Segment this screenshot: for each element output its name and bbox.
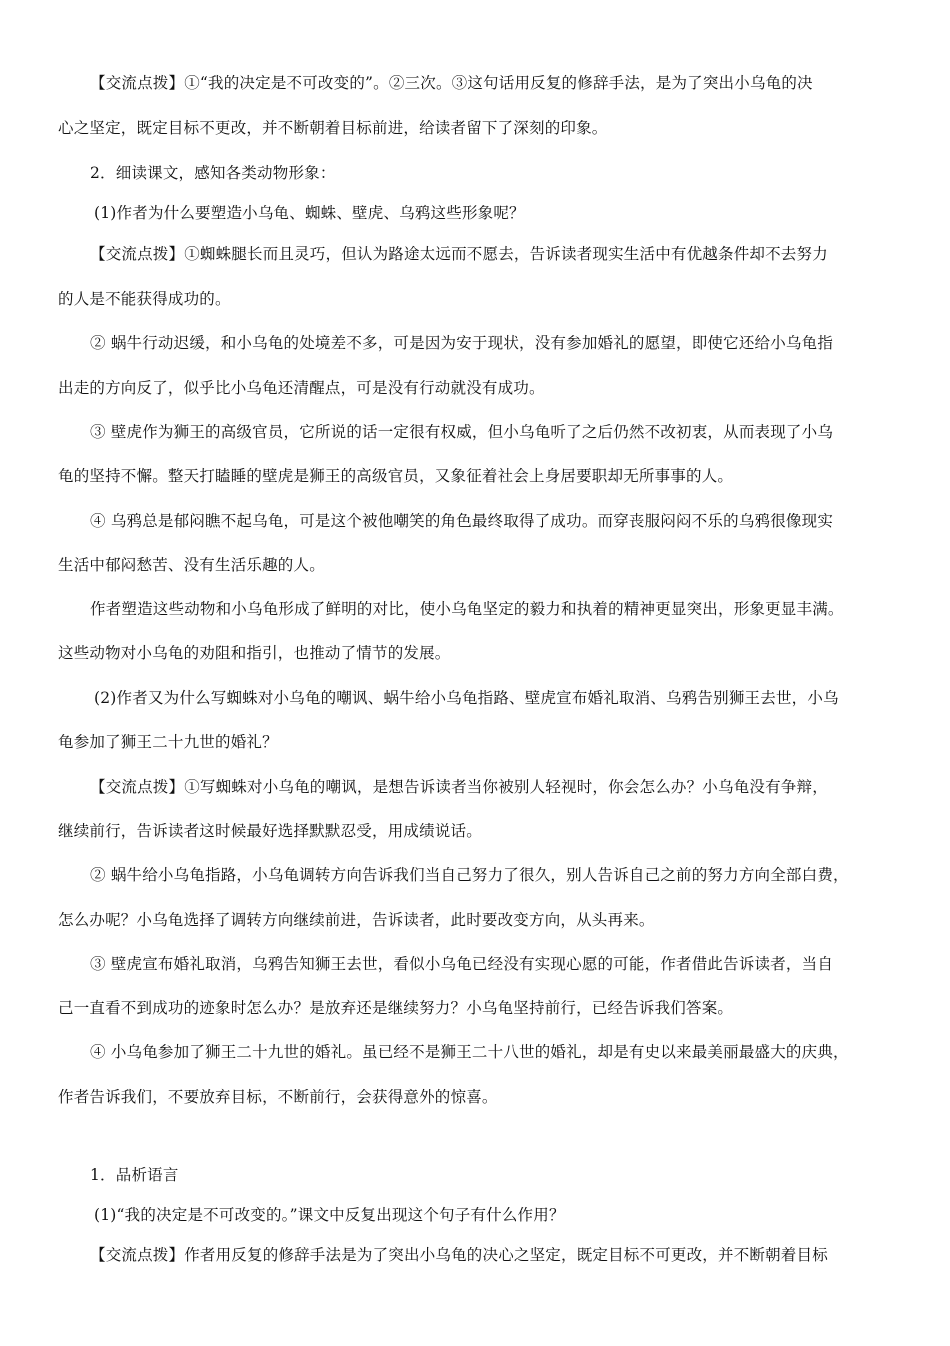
question-line: (1)“我的决定是不可改变的。”课文中反复出现这个句子有什么作用？ — [94, 1206, 565, 1224]
paragraph-line: ④ 小乌龟参加了狮王二十九世的婚礼。虽已经不是狮王二十八世的婚礼，却是有史以来最美丽最盛大的庆典， — [90, 1043, 849, 1061]
section-heading: 2．细读课文，感知各类动物形象： — [90, 164, 336, 182]
paragraph-line: ② 蜗牛给小乌龟指路，小乌龟调转方向告诉我们当自己努力了很久，别人告诉自己之前的努力方向全部白费， — [90, 866, 849, 884]
paragraph-line: 出走的方向反了，似乎比小乌龟还清醒点，可是没有行动就没有成功。 — [58, 379, 545, 397]
paragraph-line: 这些动物对小乌龟的劝阻和指引，也推动了情节的发展。 — [58, 644, 451, 662]
paragraph-line: 己一直看不到成功的迹象时怎么办？是放弃还是继续努力？小乌龟坚持前行，已经告诉我们答案。 — [58, 999, 734, 1017]
paragraph-line: ③ 壁虎作为狮王的高级官员，它所说的话一定很有权威，但小乌龟听了之后仍然不改初衷，从而表现了小乌 — [90, 423, 834, 441]
paragraph-line: ③ 壁虎宣布婚礼取消，乌鸦告知狮王去世，看似小乌龟已经没有实现心愿的可能，作者借此告诉读者，当自 — [90, 955, 834, 973]
paragraph-line: 怎么办呢？小乌龟选择了调转方向继续前进，告诉读者，此时要改变方向，从头再来。 — [58, 911, 655, 929]
paragraph-line: 的人是不能获得成功的。 — [58, 290, 231, 308]
paragraph-line: 【交流点拨】①写蜘蛛对小乌龟的嘲讽，是想告诉读者当你被别人轻视时，你会怎么办？小乌龟没有争辩， — [90, 778, 828, 796]
question-line: (2)作者又为什么写蜘蛛对小乌龟的嘲讽、蜗牛给小乌龟指路、壁虎宣布婚礼取消、乌鸦告别狮王去世，小乌 — [94, 689, 839, 707]
section-heading: 1．品析语言 — [90, 1166, 179, 1184]
paragraph-line: 生活中郁闷愁苦、没有生活乐趣的人。 — [58, 556, 325, 574]
paragraph-line: 作者塑造这些动物和小乌龟形成了鲜明的对比，使小乌龟坚定的毅力和执着的精神更显突出，形象更显丰满。 — [90, 600, 844, 618]
paragraph-line: 龟的坚持不懈。整天打瞌睡的壁虎是狮王的高级官员，又象征着社会上身居要职却无所事事的人。 — [58, 467, 734, 485]
paragraph-line: ② 蜗牛行动迟缓，和小乌龟的处境差不多，可是因为安于现状，没有参加婚礼的愿望，即使它还给小乌龟指 — [90, 334, 834, 352]
paragraph-line: ④ 乌鸦总是郁闷瞧不起乌龟，可是这个被他嘲笑的角色最终取得了成功。而穿丧服闷闷不乐的乌鸦很像现实 — [90, 512, 834, 530]
paragraph-line: 继续前行，告诉读者这时候最好选择默默忍受，用成绩说话。 — [58, 822, 482, 840]
paragraph-line: 【交流点拨】作者用反复的修辞手法是为了突出小乌龟的决心之坚定，既定目标不可更改，并不断朝着目标 — [90, 1246, 828, 1264]
paragraph-line: 心之坚定，既定目标不更改，并不断朝着目标前进，给读者留下了深刻的印象。 — [58, 119, 608, 137]
paragraph-line: 【交流点拨】①蜘蛛腿长而且灵巧，但认为路途太远而不愿去，告诉读者现实生活中有优越条件却不去努力 — [90, 245, 828, 263]
question-line: (1)作者为什么要塑造小乌龟、蜘蛛、壁虎、乌鸦这些形象呢？ — [94, 204, 525, 222]
paragraph-line: 作者告诉我们，不要放弃目标，不断前行，会获得意外的惊喜。 — [58, 1088, 498, 1106]
paragraph-line: 【交流点拨】①“我的决定是不可改变的”。②三次。③这句话用反复的修辞手法，是为了突出小乌龟的决 — [90, 74, 813, 92]
question-line: 龟参加了狮王二十九世的婚礼？ — [58, 733, 278, 751]
